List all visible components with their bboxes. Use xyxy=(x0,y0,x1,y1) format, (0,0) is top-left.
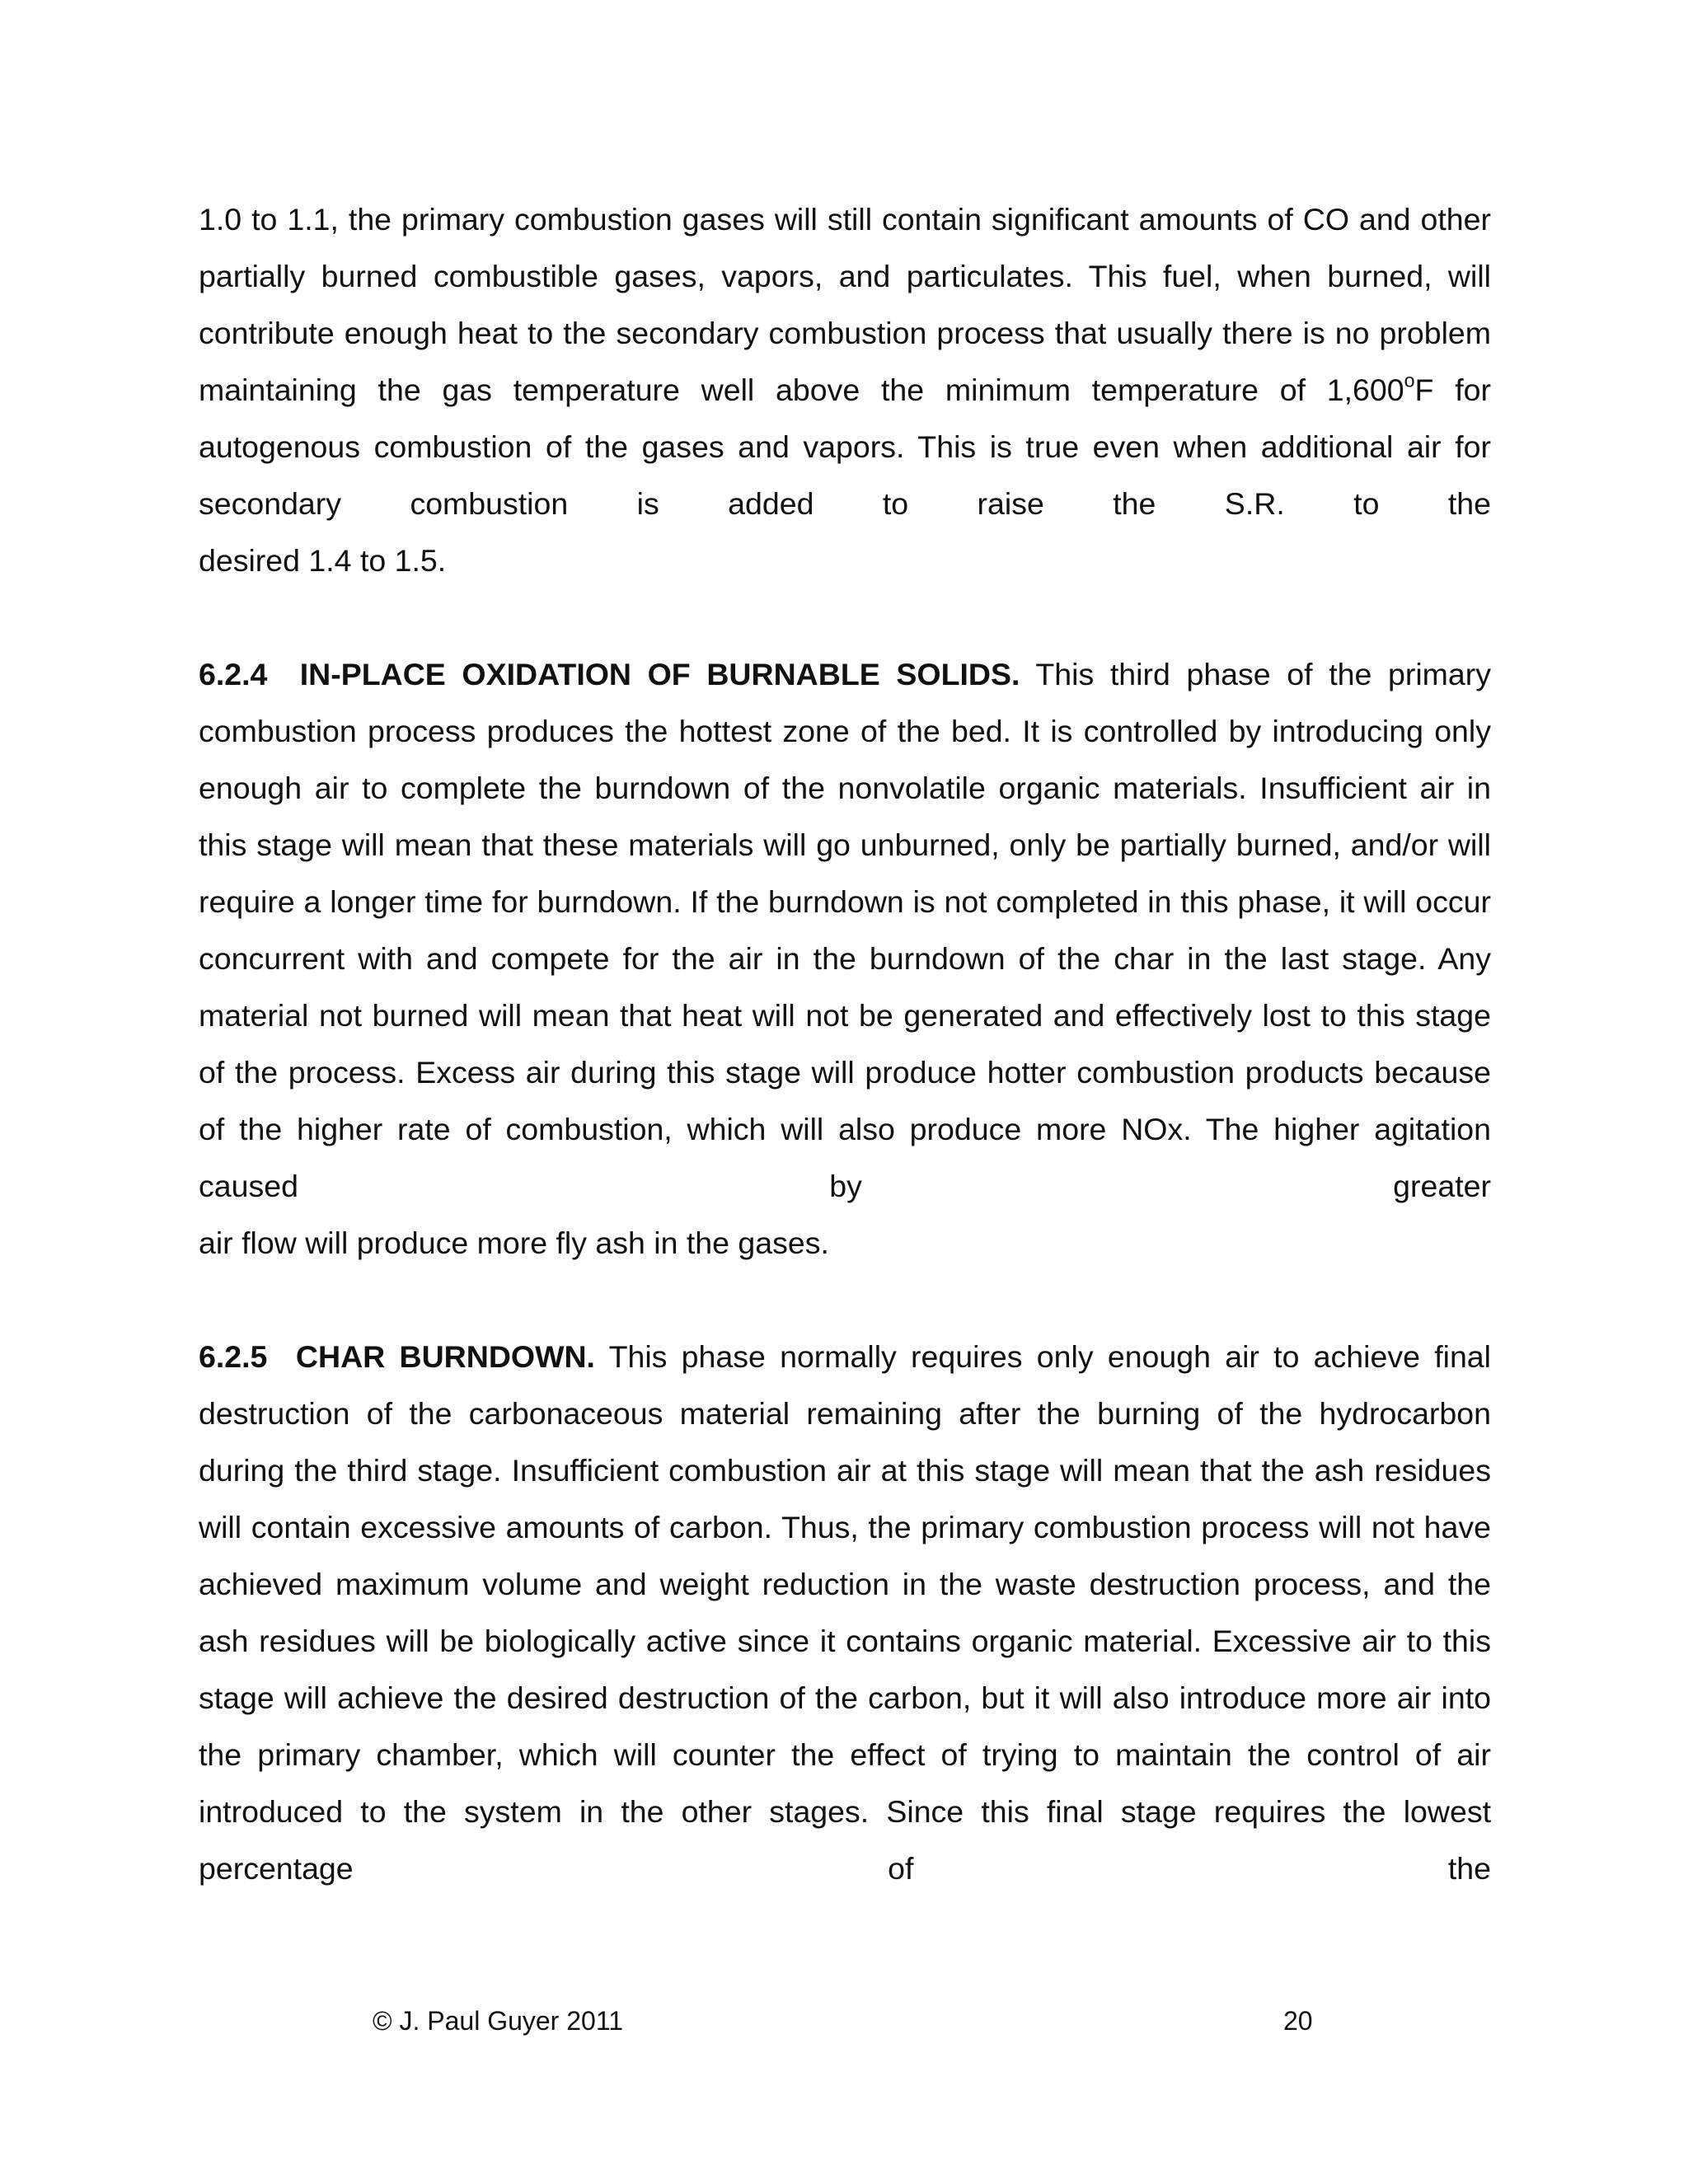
section-number: 6.2.5 xyxy=(199,1339,268,1374)
section-6-2-4 xyxy=(199,646,1491,1215)
footer-copyright: © J. Paul Guyer 2011 xyxy=(373,2006,624,2036)
paragraph-continuation xyxy=(199,191,1491,532)
degree-superscript: o xyxy=(1404,369,1415,391)
section-heading: IN-PLACE OXIDATION OF BURNABLE SOLIDS. xyxy=(299,657,1020,691)
section-heading: CHAR BURNDOWN. xyxy=(295,1339,595,1374)
page-number: 20 xyxy=(1283,2006,1313,2036)
paragraph-text: 1.0 to 1.1, the primary combustion gases will still contain significant amounts of CO and other partially burned combustible gases, vapors, and particulates. This fuel, when burned, will contribute enough heat to the secondary combustion process that usually there is no problem maintaining the gas temperature well above the minimum temperature of 1,600 xyxy=(199,202,1491,407)
section-last-line: air flow will produce more fly ash in the gases. xyxy=(199,1226,829,1260)
section-body: This phase normally requires only enough air to achieve final destruction of the carbonaceous material remaining after the burning of the hydrocarbon during the third stage. Insufficient combustion air at this stage will mean that the ash residues will contain excessive amounts of carbon. Thus, the primary combustion process will not have achieved maximum volume and weight reduction in the waste destruction process, and the ash residues will be biologically active since it contains organic material. Excessive air to this stage will achieve the desired destruction of the carbon, but it will also introduce more air into the primary chamber, which will counter the effect of trying to maintain the control of air introduced to the system in the other stages. Since this final stage requires the lowest percentage of the xyxy=(199,1339,1491,1886)
section-6-2-5 xyxy=(199,1329,1491,1897)
section-number: 6.2.4 xyxy=(199,657,268,691)
section-body: This third phase of the primary combustion process produces the hottest zone of the bed. It is controlled by introducing only enough air to complete the burndown of the nonvolatile organic materials. Insufficient air in this stage will mean that these materials will go unburned, only be partially burned, and/or will require a longer time for burndown. If the burndown is not completed in this phase, it will occur concurrent with and compete for the air in the burndown of the char in the last stage. Any material not burned will mean that heat will not be generated and effectively lost to this stage of the process. Excess air during this stage will produce hotter combustion products because of the higher rate of combustion, which will also produce more NOx. The higher agitation caused by greater xyxy=(199,657,1491,1203)
body-text xyxy=(199,191,1491,1897)
paragraph-text: F for autogenous combustion of the gases and vapors. This is true even when additional air for secondary combustion is added to raise the S.R. to the xyxy=(199,373,1491,521)
paragraph-last-line: desired 1.4 to 1.5. xyxy=(199,543,447,578)
